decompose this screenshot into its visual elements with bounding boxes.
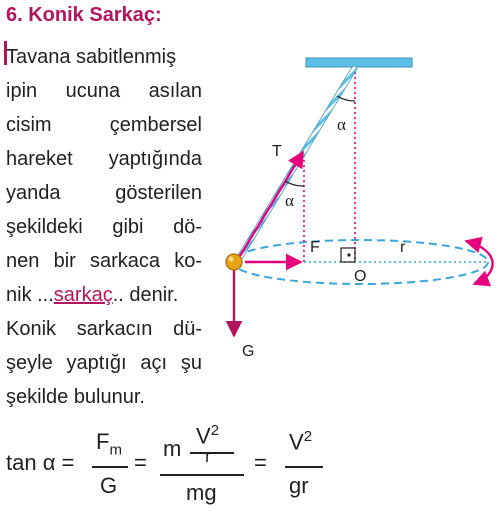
text-line-8	[6, 278, 202, 312]
formula	[0, 418, 502, 513]
frac1-num-sub: m	[109, 441, 122, 459]
ceiling-bar	[306, 58, 412, 67]
frac3-bar	[285, 466, 323, 468]
bob-highlight	[229, 257, 234, 262]
frac3-v-symbol: V	[289, 429, 304, 455]
frac2-v-exp: 2	[210, 422, 220, 439]
formula-eq1: =	[134, 450, 147, 475]
angle-label-bottom: α	[285, 191, 294, 210]
text-line-7: nen bir sarkaca ko-	[6, 250, 202, 272]
frac3-denominator: gr	[289, 473, 309, 498]
tension-label: T	[272, 143, 282, 160]
text-line-3: cisim çembersel	[6, 114, 202, 136]
frac2-inner-bar	[190, 452, 234, 454]
frac2-v-symbol: V	[196, 423, 211, 449]
frac1-numerator	[96, 429, 122, 458]
angle-label-top: α	[337, 115, 346, 134]
text-line-11: şekilde bulunur.	[6, 386, 145, 408]
frac3-numerator	[289, 428, 312, 455]
frac2-num-m: m	[163, 436, 182, 461]
radius-label: r	[400, 239, 406, 256]
text-line-10: şeyle yaptığı açı şu	[6, 352, 202, 374]
center-label: O	[354, 268, 367, 285]
frac1-bar	[92, 466, 128, 468]
right-angle-dot	[347, 253, 350, 256]
line8-suffix: .. denir.	[112, 284, 179, 306]
text-line-9: Konik sarkacın dü-	[6, 318, 202, 340]
text-line-1: Tavana sabitlenmiş	[6, 46, 177, 68]
section-title: 6. Konik Sarkaç:	[6, 4, 162, 26]
pendulum-bob	[226, 254, 242, 270]
force-label: F	[310, 239, 320, 256]
line8-prefix: nik ...	[6, 284, 54, 306]
conical-pendulum-diagram	[212, 48, 500, 358]
text-line-4: hareket yaptığında	[6, 148, 202, 170]
text-line-2: ipin ucuna asılan	[6, 80, 202, 102]
frac1-num-symbol: F	[96, 429, 110, 454]
frac3-v-exp: 2	[303, 428, 313, 445]
frac2-bar	[160, 474, 244, 476]
frac2-num-r: r	[205, 446, 211, 466]
text-line-5: yanda gösterilen	[6, 182, 202, 204]
weight-label: G	[242, 343, 255, 358]
formula-lhs: tan α =	[6, 450, 75, 475]
formula-eq2: =	[254, 450, 267, 475]
handwritten-answer: sarkaç	[53, 284, 113, 306]
frac2-denominator: mg	[186, 480, 217, 505]
text-line-6: şekildeki gibi dö-	[6, 216, 202, 238]
frac1-denominator: G	[100, 473, 118, 498]
